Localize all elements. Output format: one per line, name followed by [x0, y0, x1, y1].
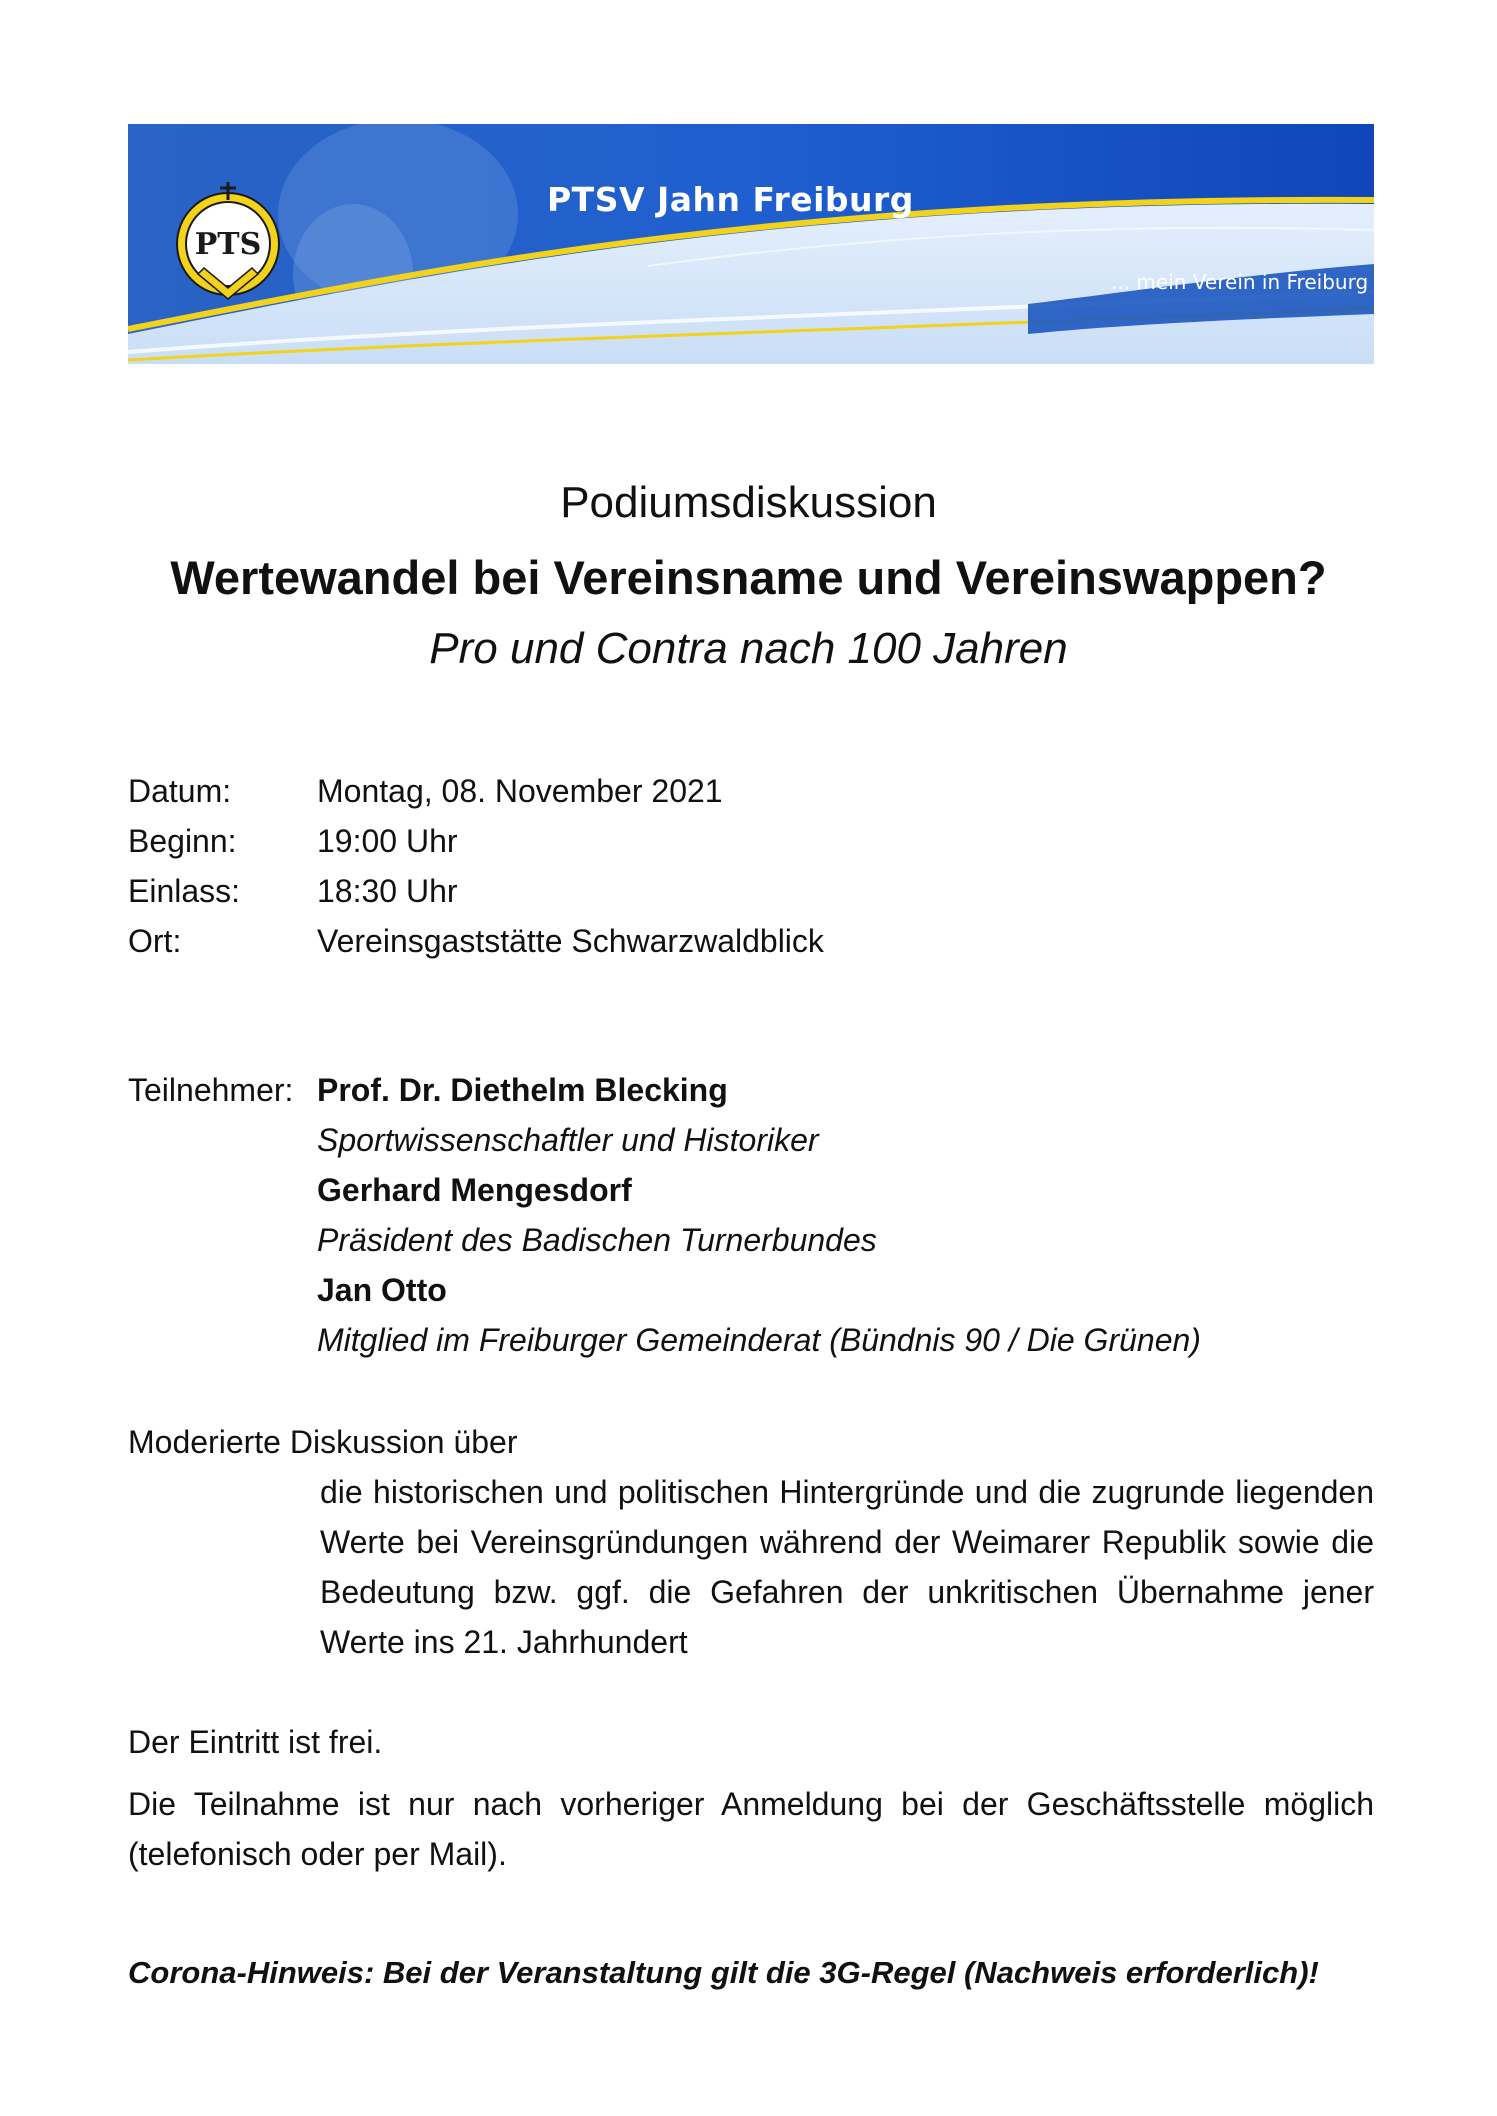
start-value: 19:00 Uhr [317, 823, 458, 859]
participant-name: Jan Otto [317, 1272, 447, 1308]
corona-note: Corona-Hinweis: Bei der Veranstaltung gilt die 3G-Regel (Nachweis erforderlich)! [128, 1955, 1319, 1990]
club-tagline: ... mein Verein in Freiburg [1111, 270, 1369, 294]
club-name: PTSV Jahn Freiburg [547, 180, 914, 219]
admission-text: Der Eintritt ist frei. [128, 1724, 383, 1760]
participant-role: Sportwissenschaftler und Historiker [317, 1122, 819, 1158]
event-kicker: Podiumsdiskussion [560, 478, 937, 527]
event-subtitle: Pro und Contra nach 100 Jahren [429, 624, 1068, 673]
registration-text: Die Teilnahme ist nur nach vorheriger Anmeldung bei der Geschäftsstelle möglich (telefonisch oder per Mail). [128, 1786, 1374, 1872]
start-label: Beginn: [128, 823, 237, 859]
svg-text:PTS: PTS [194, 227, 262, 262]
event-title: Wertewandel bei Vereinsname und Vereinswappen? [170, 551, 1327, 604]
participants-label: Teilnehmer: [128, 1072, 294, 1108]
participant-name: Gerhard Mengesdorf [317, 1172, 632, 1208]
participant-role: Präsident des Badischen Turnerbundes [317, 1222, 877, 1258]
entry-label: Einlass: [128, 873, 241, 909]
date-value: Montag, 08. November 2021 [317, 773, 723, 809]
banner-graphic [128, 124, 1374, 364]
club-banner [128, 124, 1374, 364]
location-value: Vereinsgaststätte Schwarzwaldblick [317, 923, 824, 959]
date-label: Datum: [128, 773, 232, 809]
discussion-text: die historischen und politischen Hintergründe und die zugrunde liegenden Werte bei Vereinsgründungen während der Weimarer Republik sowie die Bedeutung bzw. ggf. die Gefahren der unkritischen Übernahme jener Werte ins 21. Jahrhundert [320, 1474, 1374, 1660]
discussion-intro: Moderierte Diskussion über [128, 1424, 518, 1460]
participant-role: Mitglied im Freiburger Gemeinderat (Bündnis 90 / Die Grünen) [317, 1322, 1201, 1358]
participant-name: Prof. Dr. Diethelm Blecking [317, 1072, 728, 1108]
entry-value: 18:30 Uhr [317, 873, 458, 909]
location-label: Ort: [128, 923, 182, 959]
